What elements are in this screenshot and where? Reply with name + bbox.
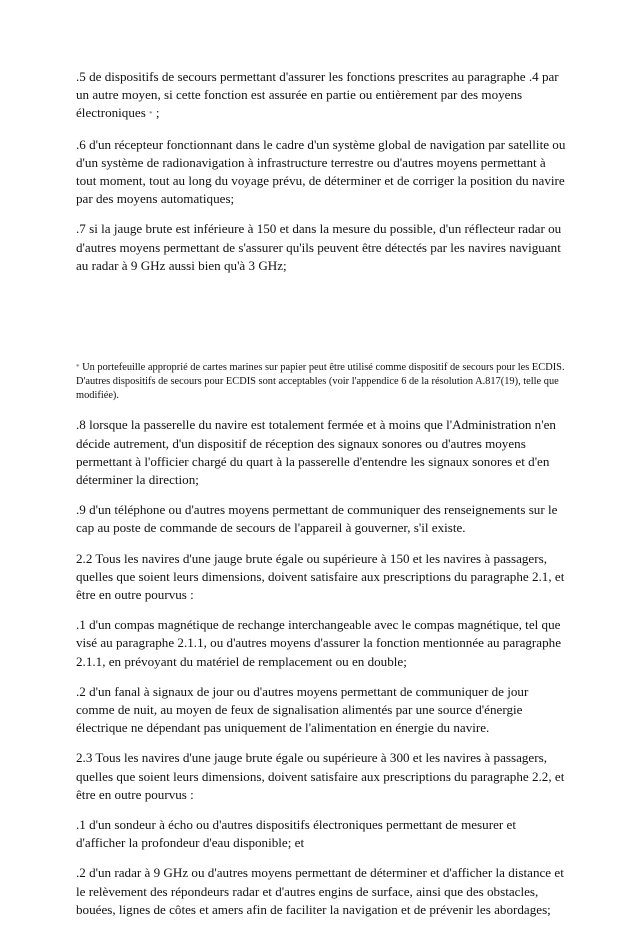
paragraph-5 xyxy=(76,68,568,124)
paragraph-5-tail: ; xyxy=(152,105,160,121)
paragraph-5-text: .5 de dispositifs de secours permettant d'assurer les fonctions prescrites au paragraphe .4 par un autre moyen, si cette fonction est assurée en partie ou entièrement par des moyens électroniques xyxy=(76,69,559,121)
paragraph-2-3-1: .1 d'un sondeur à écho ou d'autres dispositifs électroniques permettant de mesurer et d'afficher la profondeur d'eau disponible; et xyxy=(76,817,516,851)
footnote-text: Un portefeuille approprié de cartes marines sur papier peut être utilisé comme dispositif de secours pour les ECDIS. D'autres dispositifs de secours pour ECDIS sont acceptables (voir l'appendice 6 de la résolution A.817(19), telle que modifiée). xyxy=(76,362,565,401)
paragraph-2-3-2: .2 d'un radar à 9 GHz ou d'autres moyens permettant de déterminer et d'afficher la distance et le relèvement des répondeurs radar et d'autres engins de surface, ainsi que des obstacles, bouées, lignes de côtes et amers afin de faciliter la navigation et de prévenir les abordages; xyxy=(76,865,564,917)
footnote-marker: * xyxy=(76,363,80,372)
paragraph-2-2: 2.2 Tous les navires d'une jauge brute égale ou supérieure à 150 et les navires à passagers, quelles que soient leurs dimensions, doivent satisfaire aux prescriptions du paragraphe 2.1, et être en outre pourvus : xyxy=(76,550,565,603)
footnote-marker: * xyxy=(149,110,153,119)
paragraph-6: .6 d'un récepteur fonctionnant dans le cadre d'un système global de navigation par satellite ou d'un système de radionavigation à infrastructure terrestre ou d'autres moyens permettant à tout moment, tout au long du voyage prévu, de déterminer et de corriger la position du navire par des moyens automatiques; xyxy=(76,136,566,207)
footnote xyxy=(76,361,568,402)
paragraph-7: .7 si la jauge brute est inférieure à 150 et dans la mesure du possible, d'un réflecteur radar ou d'autres moyens permettant de s'assurer qu'ils peuvent être détectés par les navires naviguant au radar à 9 GHz aussi bien qu'à 3 GHz; xyxy=(76,221,562,273)
paragraph-2-3: 2.3 Tous les navires d'une jauge brute égale ou supérieure à 300 et les navires à passagers, quelles que soient leurs dimensions, doivent satisfaire aux prescriptions du paragraphe 2.2, et être en outre pourvus : xyxy=(76,750,565,802)
paragraph-9: .9 d'un téléphone ou d'autres moyens permettant de communiquer des renseignements sur le cap au poste de commande de secours de l'appareil à gouverner, s'il existe. xyxy=(76,502,558,536)
paragraph-2-2-2: .2 d'un fanal à signaux de jour ou d'autres moyens permettant de communiquer de jour comme de nuit, au moyen de feux de signalisation alimentés par une source d'énergie électrique ne dépendant pas uniquement de l'alimentation en énergie du navire. xyxy=(76,683,529,736)
document-page xyxy=(76,68,568,931)
paragraph-2-2-1: .1 d'un compas magnétique de rechange interchangeable avec le compas magnétique, tel que visé au paragraphe 2.1.1, ou d'autres moyens d'assurer la fonction mentionnée au paragraphe 2.1.1, en prévoyant du matériel de remplacement ou en double; xyxy=(76,617,562,669)
paragraph-8: .8 lorsque la passerelle du navire est totalement fermée et à moins que l'Administration n'en décide autrement, d'un dispositif de réception des signaux sonores ou d'autres moyens permettant à l'officier chargé du quart à la passerelle d'entendre les signaux sonores et d'en déterminer la direction; xyxy=(76,417,556,488)
page-gap xyxy=(76,287,568,361)
